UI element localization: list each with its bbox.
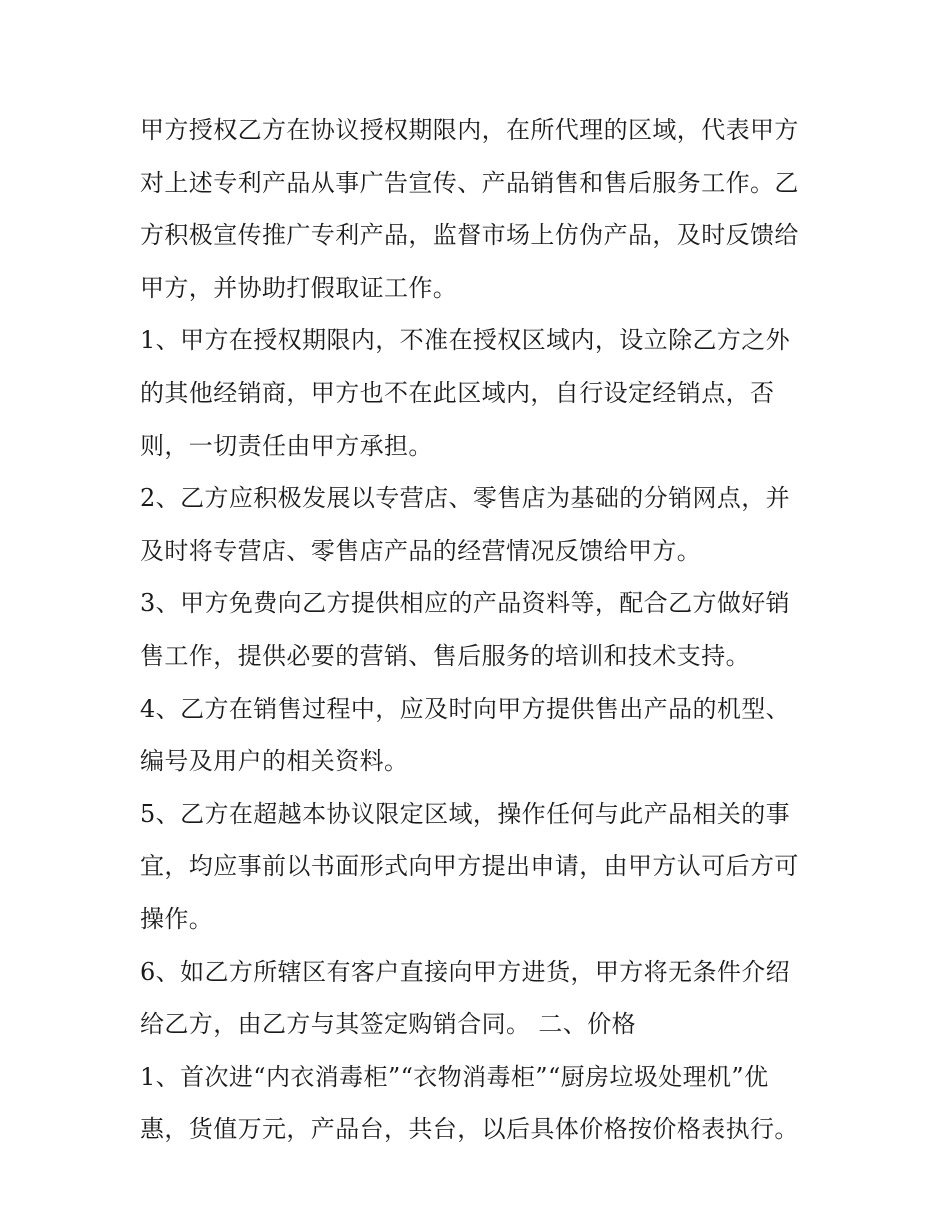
text-line: 售工作，提供必要的营销、售后服务的培训和技术支持。 xyxy=(140,641,750,670)
text-line: 方积极宣传推广专利产品，监督市场上仿伪产品，及时反馈给 xyxy=(140,221,799,250)
text-line: 1、甲方在授权期限内，不准在授权区域内，设立除乙方之外 xyxy=(140,326,791,355)
text-line: 3、甲方免费向乙方提供相应的产品资料等，配合乙方做好销 xyxy=(140,589,791,618)
text-line: 甲方授权乙方在协议授权期限内，在所代理的区域，代表甲方 xyxy=(140,116,799,144)
text-line: 2、乙方应积极发展以专营店、零售店为基础的分销网点，并 xyxy=(140,484,791,513)
document-body xyxy=(140,104,820,1156)
text-line: 编号及用户的相关资料。 xyxy=(140,747,409,776)
text-line: 操作。 xyxy=(140,904,214,933)
text-line: 及时将专营店、零售店产品的经营情况反馈给甲方。 xyxy=(140,536,702,565)
text-line: 则，一切责任由甲方承担。 xyxy=(140,431,433,460)
text-line: 甲方，并协助打假取证工作。 xyxy=(140,273,458,302)
text-line: 1、首次进“内衣消毒柜”“衣物消毒柜”“厨房垃圾处理机”优 xyxy=(140,1062,769,1091)
text-line: 对上述专利产品从事广告宣传、产品销售和售后服务工作。乙 xyxy=(140,168,799,197)
text-line: 4、乙方在销售过程中，应及时向甲方提供售出产品的机型、 xyxy=(140,694,791,723)
text-line: 惠，货值万元，产品台，共台，以后具体价格按价格表执行。 xyxy=(140,1115,799,1144)
text-line: 6、如乙方所辖区有客户直接向甲方进货，甲方将无条件介绍 xyxy=(140,957,791,986)
text-line: 5、乙方在超越本协议限定区域，操作任何与此产品相关的事 xyxy=(140,799,791,828)
text-line: 宜，均应事前以书面形式向甲方提出申请，由甲方认可后方可 xyxy=(140,852,799,881)
text-line: 的其他经销商，甲方也不在此区域内，自行设定经销点，否 xyxy=(140,378,775,407)
text-line: 给乙方，由乙方与其签定购销合同。 二、价格 xyxy=(140,1010,637,1039)
